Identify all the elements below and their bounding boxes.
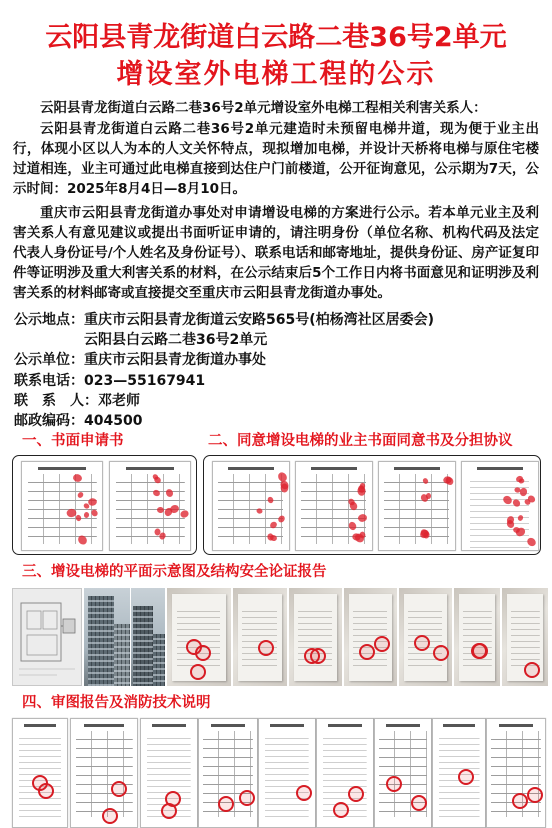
seal-stamp	[102, 808, 118, 824]
publicity-location	[14, 310, 434, 330]
phone-value: 023—55167941	[84, 372, 206, 389]
application-document-image	[21, 461, 103, 551]
fingerprint-mark	[72, 473, 83, 483]
paper-sheet	[238, 594, 282, 681]
document-heading-bar	[386, 724, 420, 727]
phone-label: 联系电话：	[14, 372, 84, 389]
notice-paragraph: 重庆市云阳县青龙街道办事处对申请增设电梯的方案进行公示。若本单元业主及利害关系人有意见建议或提出书面听证申请的，请注明身份（单位名称、机构代码及法定代表人身份证号/个人姓名及身份证号）、联系电话和邮寄地址，提供身份证、房产证复印件等证明涉及重大利害关系的材料，在公示结束后5个工作日内将书面意见和证明涉及利害关系的材料邮寄或直接提交至重庆市云阳县青龙街道办事处。	[13, 205, 539, 301]
floor-plan-lines	[13, 589, 82, 686]
contact-person	[14, 391, 434, 411]
seal-stamp	[333, 802, 349, 818]
fingerprint-mark	[422, 477, 429, 485]
section-heading-review-fire: 四、审图报告及消防技术说明	[22, 695, 211, 711]
floor-plan-drawing	[12, 588, 82, 686]
document-heading-bar	[311, 467, 357, 470]
document-heading-bar	[499, 724, 534, 727]
seal-stamp	[374, 636, 390, 652]
report-page-photo	[344, 588, 397, 686]
document-heading-bar	[211, 724, 246, 727]
seal-stamp	[195, 645, 211, 661]
document-heading-bar	[228, 467, 274, 470]
fingerprint-mark	[88, 498, 97, 506]
fingerprint-mark	[164, 488, 174, 498]
fire-protection-document-image	[432, 718, 486, 828]
fingerprint-mark	[359, 531, 366, 538]
fingerprint-mark	[156, 507, 164, 514]
fingerprint-mark	[269, 520, 278, 529]
seal-stamp	[527, 787, 543, 803]
consent-document-image	[378, 461, 456, 551]
building-photo	[84, 588, 130, 686]
application-documents-frame	[12, 455, 197, 555]
fingerprint-mark	[281, 484, 289, 493]
seal-stamp	[190, 664, 206, 680]
fingerprint-mark	[512, 526, 520, 533]
seal-stamp	[359, 644, 375, 660]
seal-stamp	[165, 791, 181, 807]
fingerprint-mark	[152, 489, 161, 497]
person-value: 邓老师	[98, 392, 140, 409]
review-document-image	[70, 718, 138, 828]
seal-stamp	[258, 640, 274, 656]
fingerprint-mark	[76, 534, 88, 547]
consent-document-image	[212, 461, 290, 551]
person-label: 联 系 人：	[14, 392, 98, 409]
contact-phone	[14, 371, 434, 391]
fingerprint-mark	[501, 494, 513, 506]
fingerprint-mark	[358, 513, 368, 522]
report-page-photo	[289, 588, 342, 686]
unit-value: 重庆市云阳县青龙街道办事处	[84, 352, 266, 369]
paper-sheet	[404, 594, 447, 681]
plan-and-report-images	[12, 588, 548, 686]
notice-paragraph: 云阳县青龙街道白云路二巷36号2单元建造时未预留电梯井道，现为便于业主出行，体现小区以人为本的人文关怀特点，现拟增加电梯，并设计天桥将电梯与原住宅楼过道相连，业主可通过此电梯直接到达住户门前楼道，公开征询意见，公示期为7天，公示时间：2025年8月4日—8月10日。	[13, 121, 539, 197]
notice-body	[13, 98, 539, 303]
notice-addressee: 云阳县青龙街道白云路二巷36号2单元增设室外电梯工程相关利害关系人：	[40, 100, 487, 116]
fingerprint-mark	[266, 496, 274, 504]
seal-stamp	[296, 785, 312, 801]
seal-stamp	[111, 781, 127, 797]
postcode-value: 404500	[84, 413, 143, 430]
postcode-label: 邮政编码：	[14, 413, 84, 430]
fingerprint-mark	[77, 491, 85, 499]
document-heading-bar	[394, 467, 440, 470]
review-document-image	[198, 718, 258, 828]
fire-protection-document-image	[316, 718, 374, 828]
seal-stamp	[386, 776, 402, 792]
review-and-fire-documents	[12, 715, 548, 828]
building-tower	[153, 634, 165, 686]
seal-stamp	[512, 793, 528, 809]
report-page-photo	[399, 588, 452, 686]
fingerprint-mark	[179, 509, 189, 519]
report-page-photo	[502, 588, 548, 686]
seal-stamp	[414, 635, 430, 651]
title-line-1: 云阳县青龙街道白云路二巷36号2单元	[45, 22, 507, 53]
paper-sheet	[507, 594, 543, 681]
document-heading-bar	[152, 724, 186, 727]
location-label: 公示地点：	[14, 312, 84, 328]
document-heading-bar	[270, 724, 304, 727]
building-tower	[133, 606, 153, 686]
fingerprint-mark	[256, 508, 263, 515]
location-address-1: 重庆市云阳县青龙街道云安路565号(柏杨湾社区居委会)	[84, 312, 435, 328]
fingerprint-mark	[511, 498, 521, 508]
paper-sheet	[349, 594, 392, 681]
review-document-image	[258, 718, 316, 828]
building-photo	[131, 588, 165, 686]
section-heading-application: 一、书面申请书	[22, 433, 124, 449]
consent-document-image	[461, 461, 539, 551]
seal-stamp	[458, 769, 474, 785]
consent-documents-frame	[203, 455, 541, 555]
report-page-photo	[233, 588, 287, 686]
fingerprint-mark	[75, 514, 82, 522]
application-document-image	[109, 461, 191, 551]
postal-code	[14, 411, 434, 431]
contact-block	[14, 310, 434, 431]
paper-sheet	[294, 594, 337, 681]
fire-protection-document-image	[486, 718, 546, 828]
seal-stamp	[218, 796, 234, 812]
document-heading-bar	[38, 467, 86, 470]
document-heading-bar	[84, 724, 124, 727]
fingerprint-mark	[519, 487, 528, 497]
seal-stamp	[433, 645, 449, 661]
title-line-2: 增设室外电梯工程的公示	[116, 59, 436, 90]
fingerprint-mark	[90, 509, 99, 518]
fingerprint-mark	[84, 512, 90, 519]
seal-stamp	[304, 648, 320, 664]
document-heading-bar	[477, 467, 523, 470]
fingerprint-mark	[517, 515, 524, 523]
fingerprint-mark	[526, 536, 538, 548]
seal-stamp	[239, 790, 255, 806]
building-tower	[114, 624, 130, 686]
publicity-unit	[14, 350, 434, 370]
review-document-image	[140, 718, 198, 828]
location-address-2: 云阳县白云路二巷36号2单元	[84, 332, 268, 349]
seal-stamp	[524, 662, 540, 678]
paper-sheet	[459, 594, 495, 681]
unit-label: 公示单位：	[14, 352, 84, 369]
review-document-image	[12, 718, 68, 828]
document-heading-bar	[24, 724, 56, 727]
document-heading-bar	[443, 724, 474, 727]
document-heading-bar	[126, 467, 174, 470]
fingerprint-mark	[518, 478, 525, 485]
fingerprint-mark	[347, 521, 357, 532]
section-heading-consent: 二、同意增设电梯的业主书面同意书及分担协议	[208, 433, 513, 449]
consent-document-image	[295, 461, 373, 551]
fingerprint-mark	[158, 532, 167, 541]
fire-protection-document-image	[374, 718, 432, 828]
report-page-photo	[454, 588, 500, 686]
section-heading-plan-report: 三、增设电梯的平面示意图及结构安全论证报告	[22, 564, 327, 580]
fingerprint-mark	[152, 475, 161, 484]
paper-sheet	[172, 594, 226, 681]
fingerprint-mark	[277, 514, 286, 523]
report-page-photo	[167, 588, 231, 686]
seal-stamp	[411, 795, 427, 811]
seal-stamp	[32, 775, 48, 791]
document-heading-bar	[328, 724, 362, 727]
building-tower	[88, 596, 114, 686]
seal-stamp	[348, 786, 364, 802]
